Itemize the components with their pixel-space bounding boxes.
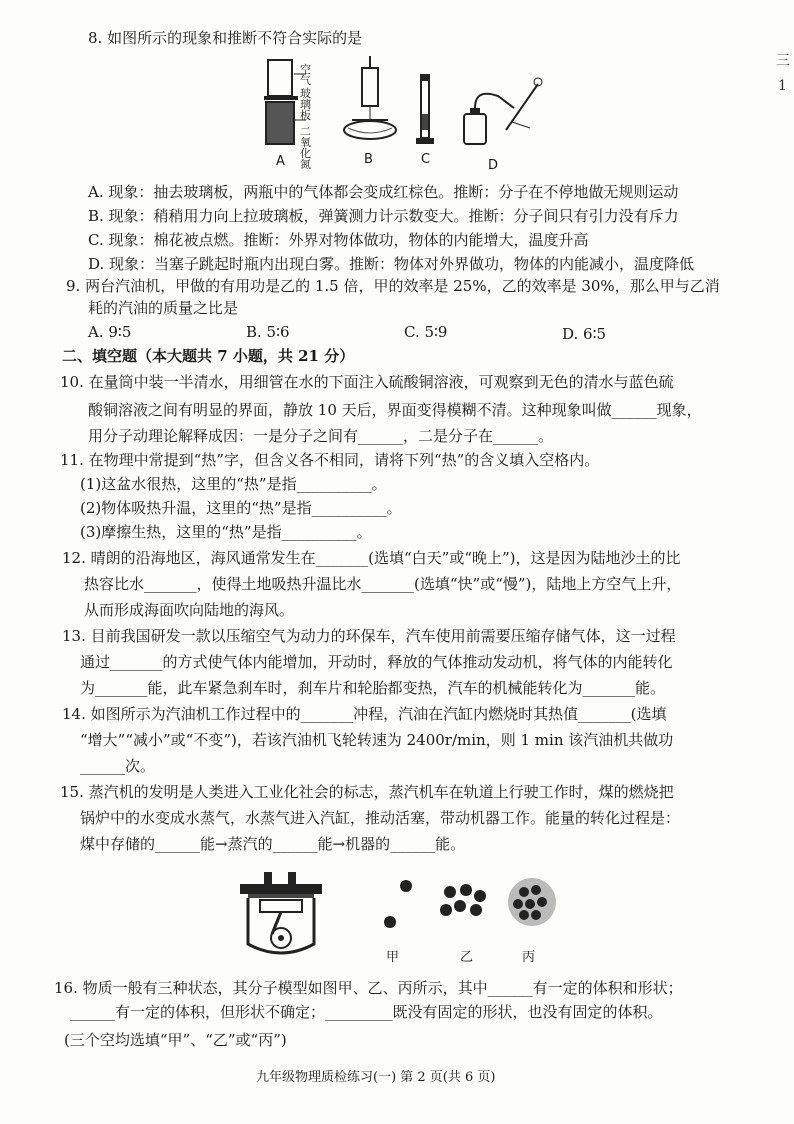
molecule-model-yi [436,882,498,930]
q13-line-3: 为_______能，此车紧急刹车时，刹车片和轮胎都变热，汽车的机械能转化为_______能。 [80,679,666,697]
q8-figure-c [412,70,438,152]
q9-line-2: 耗的汽油的质量之比是 [88,299,239,317]
q11-line-4: (3)摩擦生热，这里的“热”是指__________。 [80,523,372,541]
fig-label-c: C [421,152,431,167]
q13-line-1: 13. 目前我国研发一款以压缩空气为动力的环保车，汽车使用前需要压缩存储气体，这一过程 [62,627,676,645]
molecule-model-jia [380,876,420,940]
q14-line-3: ______次。 [80,757,156,775]
q11-line-1: 11. 在物理中常提到“热”字，但含义各不相同，请将下列“热”的含义填入空格内。 [60,451,600,469]
molecule-model-bing [506,876,558,928]
page-footer: 九年级物理质检练习(一) 第 2 页(共 6 页) [256,1070,496,1085]
q8-option-d: D. 现象：当塞子跳起时瓶内出现白雾。推断：物体对外界做功，物体的内能减小，温度降低 [88,255,695,273]
q9-option-c: C. 5∶9 [404,323,448,341]
q13-line-2: 通过_______的方式使气体内能增加，开动时，释放的气体推动发动机，将气体的内能转化 [80,653,673,671]
fig-label-d: D [488,158,499,173]
q11-line-2: (1)这盆水很热，这里的“热”是指__________。 [80,475,387,493]
q15-line-2: 锅炉中的水变成水蒸气，水蒸气进入汽缸，推动活塞，带动机器工作。能量的转化过程是： [80,809,681,827]
q8-stem: 8. 如图所示的现象和推断不符合实际的是 [88,29,363,47]
fig-label-yi: 乙 [460,950,474,965]
q14-line-1: 14. 如图所示为汽油机工作过程中的_______冲程，汽油在汽缸内燃烧时其热值_______(选填 [62,705,667,723]
q15-line-3: 煤中存储的______能→蒸汽的______能→机器的______能。 [80,835,466,853]
q8-option-a: A. 现象：抽去玻璃板，两瓶中的气体都会变成红棕色。推断：分子在不停地做无规则运动 [88,183,679,201]
q11-line-3: (2)物体吸热升温，这里的“热”是指__________。 [80,499,402,517]
q8-option-b: B. 现象：稍稍用力向上拉玻璃板，弹簧测力计示数变大。推断：分子间只有引力没有斥力 [88,207,679,225]
q12-line-3: 从而形成海面吹向陆地的海风。 [84,601,295,619]
section-2-heading: 二、填空题（本大题共 7 小题，共 21 分） [62,347,355,365]
q9-option-b: B. 5∶6 [246,323,290,341]
q15-line-1: 15. 蒸汽机的发明是人类进入工业化社会的标志，蒸汽机车在轨道上行驶工作时，煤的燃烧把 [60,783,674,801]
fig-label-b: B [364,152,373,167]
fig-a-label-air: 空气 [300,63,311,87]
q9-line-1: 9. 两台汽油机，甲做的有用功是乙的 1.5 倍，甲的效率是 25%，乙的效率是 30%，那么甲与乙消 [66,277,720,295]
q8-figure-b [340,54,400,150]
q8-figure-d [458,74,548,154]
q14-line-2: “增大”“减小”或“不变”)，若该汽油机飞轮转速为 2400r/min，则 1 min 该汽油机共做功 [80,731,674,749]
q10-line-1: 10. 在量筒中装一半清水，用细管在水的下面注入硫酸铜溶液，可观察到无色的清水与蓝色硫 [60,373,674,391]
side-mark-2: 1 [778,78,787,94]
q12-line-1: 12. 晴朗的沿海地区，海风通常发生在_______(选填“白天”或“晚上”)，这是因为陆地沙土的比 [62,549,681,567]
q16-line-1: 16. 物质一般有三种状态，其分子模型如图甲、乙、丙所示，其中______有一定的体积和形状； [54,979,683,997]
engine-cylinder-figure [236,870,326,960]
q9-option-a: A. 9∶5 [88,323,132,341]
q10-line-2: 酸铜溶液之间有明显的界面，静放 10 天后，界面变得模糊不清。这种现象叫做______现象， [88,401,702,419]
fig-a-label-glass: 玻璃板 [300,87,311,122]
fig-label-jia: 甲 [386,950,400,965]
fig-a-label-no2: 二氧化氮 [300,125,311,171]
q16-line-3: (三个空均选填“甲”、“乙”或“丙”) [64,1031,287,1049]
q9-option-d: D. 6∶5 [562,325,607,343]
fig-label-bing: 丙 [522,950,536,965]
q8-option-c: C. 现象：棉花被点燃。推断：外界对物体做功，物体的内能增大，温度升高 [88,231,589,249]
q10-line-3: 用分子动理论解释成因：一是分子之间有______，二是分子在______。 [88,427,554,445]
q12-line-2: 热容比水_______，使得土地吸热升温比水_______(选填“快”或“慢”)，陆地上方空气上升， [84,575,682,593]
side-mark-1: 三 [776,53,790,69]
fig-label-a: A [276,154,285,169]
q16-line-2: ______有一定的体积，但形状不确定；_________既没有固定的形状，也没有固定的体积。 [70,1003,663,1021]
